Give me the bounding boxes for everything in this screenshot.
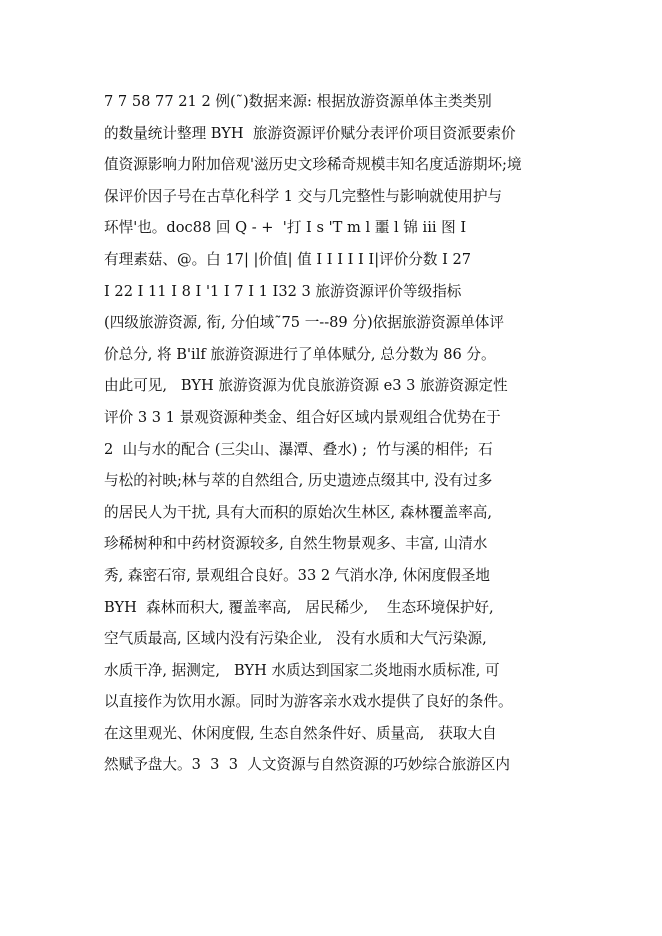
text-line: 的居民人为干扰, 具有大而积的原始次生林区, 森林覆盖率高, xyxy=(104,503,493,521)
text-line: I 22 I 11 I 8 I '1 I 7 I 1 I32 3 旅游资源评价等级指标 xyxy=(104,282,462,300)
text-line: 然赋予盘大。3 3 3 人文资源与自然资源的巧妙综合旅游区内 xyxy=(104,756,510,774)
text-line: 珍稀树种和中药材资源较多, 自然生物景观多、丰富, 山清水 xyxy=(104,535,488,553)
text-line: 7 7 58 77 21 2 例(˜)数据来源: 根据放游资源单体主类类别 xyxy=(104,93,492,110)
text-line: 在这里观光、休闲度假, 生态自然条件好、质量高, 获取大自 xyxy=(104,724,497,742)
text-line: 水质干净, 据测定, BYH 水质达到国家二炎地雨水质标准, 可 xyxy=(104,661,500,679)
text-line: 以直接作为饮用水源。同时为游客亲水戏水提供了良好的条件。 xyxy=(104,693,513,711)
text-line: 价总分, 将 B'ilf 旅游资源进行了单体赋分, 总分数为 86 分。 xyxy=(104,345,496,363)
text-line: 评价 3 3 1 景观资源种类金、组合好区域内景观组合优势在于 xyxy=(104,408,501,426)
text-line: 保评价因子号在古草化科学 1 交与几完整性与影响就使用护与 xyxy=(104,187,503,205)
text-line: 与松的衬映;林与萃的自然组合, 历史遗迹点缀其中, 没有过多 xyxy=(104,472,493,490)
text-line: 值资源影响力附加倍观'滋历史文珍稀奇规模丰知名度适游期坏;境 xyxy=(104,156,522,174)
text-line: 由此可见, BYH 旅游资源为优良旅游资源 e3 3 旅游资源定性 xyxy=(104,377,508,395)
text-line: 2 山与水的配合 (三尖山、瀑潭、叠水) ; 竹与溪的相伴; 石 xyxy=(104,440,493,458)
text-line: 空气质最高, 区域内没有污染企业, 没有水质和大气污染源, xyxy=(104,630,487,648)
text-line: BYH 森林而积大, 覆盖率高, 居民稀少, 生态环境保护好, xyxy=(104,598,494,616)
text-line: 的数量统计整理 BYH 旅游资源评价赋分表评价项目资派要索价 xyxy=(104,124,516,142)
text-line: 秀, 森密石帘, 景观组合良好。33 2 气消水净, 休闲度假圣地 xyxy=(104,566,491,584)
text-line: (四级旅游资源, 衔, 分伯域˜75 一--89 分)依据旅游资源单体评 xyxy=(104,314,504,332)
text-line: 有理素菇、@。白 17| |价值| 值 I I I I I I|评价分数 I 27 xyxy=(104,250,472,268)
body-text xyxy=(104,86,644,781)
text-line: 环悍'也。doc88 回 Q - + '打 I s 'T m l 噩 l 锦 iii 图 I xyxy=(104,219,467,237)
